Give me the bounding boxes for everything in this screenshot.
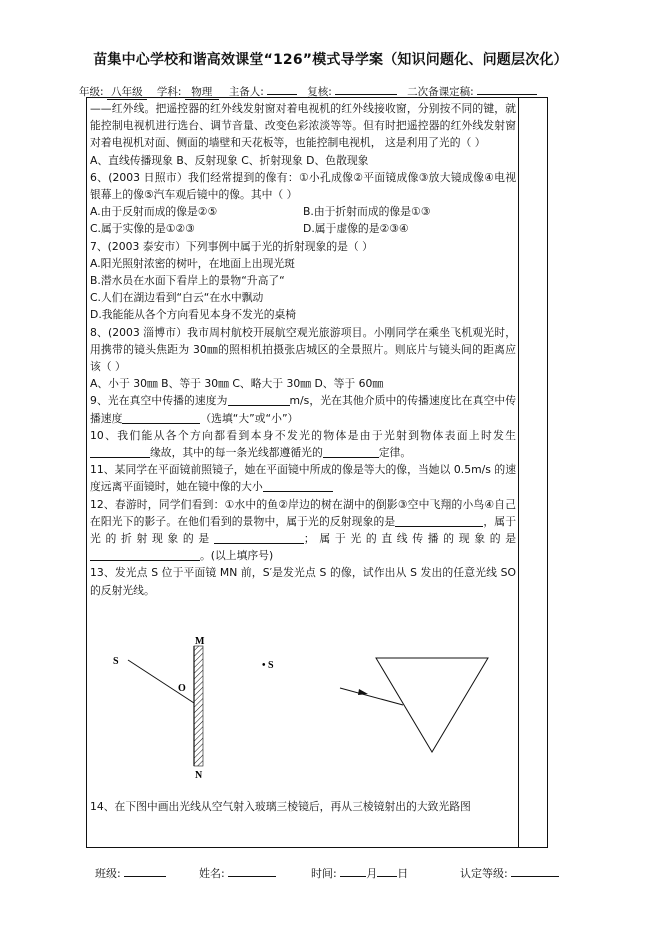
level-label: 认定等级: [460,867,508,880]
secondary-blank [477,94,537,95]
q-intro-options: A、直线传播现象 B、反射现象 C、折射现象 D、色散现象 [90,153,369,167]
reviewer-label: 复核: [307,86,332,98]
day-label: 日 [397,867,409,880]
grade-value: 八年级 [107,84,147,100]
q10-text-1: 10、我们能从各个方向都看到本身不发光的物体是由于光射到物体表面上时发生 [90,428,516,442]
q12-text-2: ，属于光的折射现象的是 [90,514,517,546]
q6-stem: 6、(2003 日照市）我们经常提到的像有：①小孔成像②平面镜成像③放大镜成像④电视银幕上的像⑤汽车观后镜中的像。其中（ ） [90,170,516,202]
q11-text-1: 11、某同学在平面镜前照镜子，她在平面镜中所成的像是等大的像，当她以 0.5m/s 的速度远离平面镜时，她在镜中像的大小 [90,463,516,494]
grade-label: 年级: [79,86,104,98]
footer-name [199,865,276,881]
footer-class [95,865,166,881]
q7-option-c: C.人们在湖边看到“白云“在水中飘动 [90,291,264,305]
q6-option-b: B.由于折射而成的像是①③ [303,205,431,219]
q-intro-text: ——红外线。把遥控器的红外线发射窗对着电视机的红外线接收窗，分别按不同的键，就能控制电视机进行选台、调节音量、改变色彩浓淡等等。但有时把遥控器的红外线发射窗对着电视机对面、侧面的墙壁和天花板等，也能控制电视机， 这是利用了光的（ ） [90,102,516,150]
class-label: 班级: [95,867,121,880]
q6-option-a: A.由于反射而成的像是②⑤ [90,205,218,219]
q9-blank-compare[interactable] [122,411,200,424]
q12-text-1: 12、春游时，同学们看到：①水中的鱼②岸边的树在湖中的倒影③空中飞翔的小鸟④自己在阳光下的影子。在他们看到的景物中，属于光的反射现象的是 [90,497,516,528]
mirror-label-m: M [195,636,205,647]
page-title: 苗集中心学校和谐高效课堂“126”模式导学案（知识问题化、问题层次化） [93,52,568,68]
q7-option-a: A.阳光照射浓密的树叶，在地面上出现光斑 [90,256,295,270]
margin-divider [518,97,519,848]
q9-blank-speed[interactable] [228,393,290,406]
month-label: 月 [366,867,378,880]
q6-options-row1 [90,203,516,220]
preparer-label: 主备人: [228,86,264,98]
reviewer-blank [335,94,397,95]
level-blank[interactable] [511,876,559,877]
q9-text-2: m/s，光在其他介质中的传播速度比在真空中传播速度 [90,394,517,425]
prism-triangle [376,658,488,752]
subject-label: 学科: [156,86,182,98]
secondary-label: 二次备课定稿: [407,86,474,98]
q10-text-3: 定律。 [378,446,412,460]
class-blank[interactable] [124,876,166,877]
worksheet-body [90,100,516,599]
q13-stem: 13、发光点 S 位于平面镜 MN 前，S′是发光点 S 的像，试作出从 S 发出的任意光线 SO 的反射光线。 [90,566,516,597]
source-point-label-2: • S [262,660,274,671]
q14-stem: 14、在下图中画出光线从空气射入玻璃三棱镜后，再从三棱镜射出的大致光路图 [90,800,471,813]
q7-option-b: B.潜水员在水面下看岸上的景物“升高了“ [90,274,285,288]
name-blank[interactable] [228,876,276,877]
q10 [90,427,516,461]
q6-options-row2 [90,220,516,237]
q12-text-3: ；属于光的直线传播的现象的是 [303,532,517,546]
q12-blank-straight[interactable] [90,548,200,561]
preparer-blank [267,94,297,95]
subject-value: 物理 [185,84,219,100]
ray-so [128,660,194,703]
q10-blank-law[interactable] [323,445,379,458]
q11-blank-size[interactable] [263,479,333,492]
q12 [90,496,516,565]
incidence-point-label: O [178,683,186,694]
footer-level [460,865,559,881]
footer-time [311,865,408,881]
q9-text-3: （选填“大”或“小”） [200,411,299,425]
mirror-hatching [194,646,203,766]
q8-options: A、小于 30㎜ B、等于 30㎜ C、略大于 30㎜ D、等于 60㎜ [90,377,384,391]
month-blank[interactable] [340,876,366,877]
q7-stem: 7、(2003 泰安市）下列事例中属于光的折射现象的是（ ） [90,239,373,253]
prism-incident-ray [340,688,403,705]
q12-text-4: 。(以上填序号) [200,549,274,563]
q11 [90,461,516,495]
q8-stem: 8、(2003 淄博市）我市周村航校开展航空观光旅游项目。小刚同学在乘坐飞机观光时，用携带的镜头焦距为 30㎜的照相机拍摄张店城区的全景照片。则底片与镜头间的距离应该（ ） [90,325,516,374]
q10-blank-reflection[interactable] [90,445,150,458]
name-label: 姓名: [199,867,225,880]
mirror-label-n: N [195,770,203,780]
q9 [90,392,516,426]
q12-blank-refraction[interactable] [214,531,304,544]
q7-option-d: D.我能能从各个方向看见本身不发光的桌椅 [90,308,297,322]
optics-figure [90,630,516,780]
q10-text-2: 缘故，其中的每一条光线都遵循光的 [150,446,323,460]
ray-arrowhead [358,689,368,695]
q9-text-1: 9、光在真空中传播的速度为 [90,394,228,408]
q6-option-c: C.属于实像的是①②③ [90,222,195,236]
source-point-label: S [113,656,119,667]
time-label: 时间: [311,867,337,880]
day-blank[interactable] [377,876,397,877]
q6-option-d: D.属于虚像的是②③④ [303,222,409,236]
q12-blank-reflection[interactable] [395,514,483,527]
